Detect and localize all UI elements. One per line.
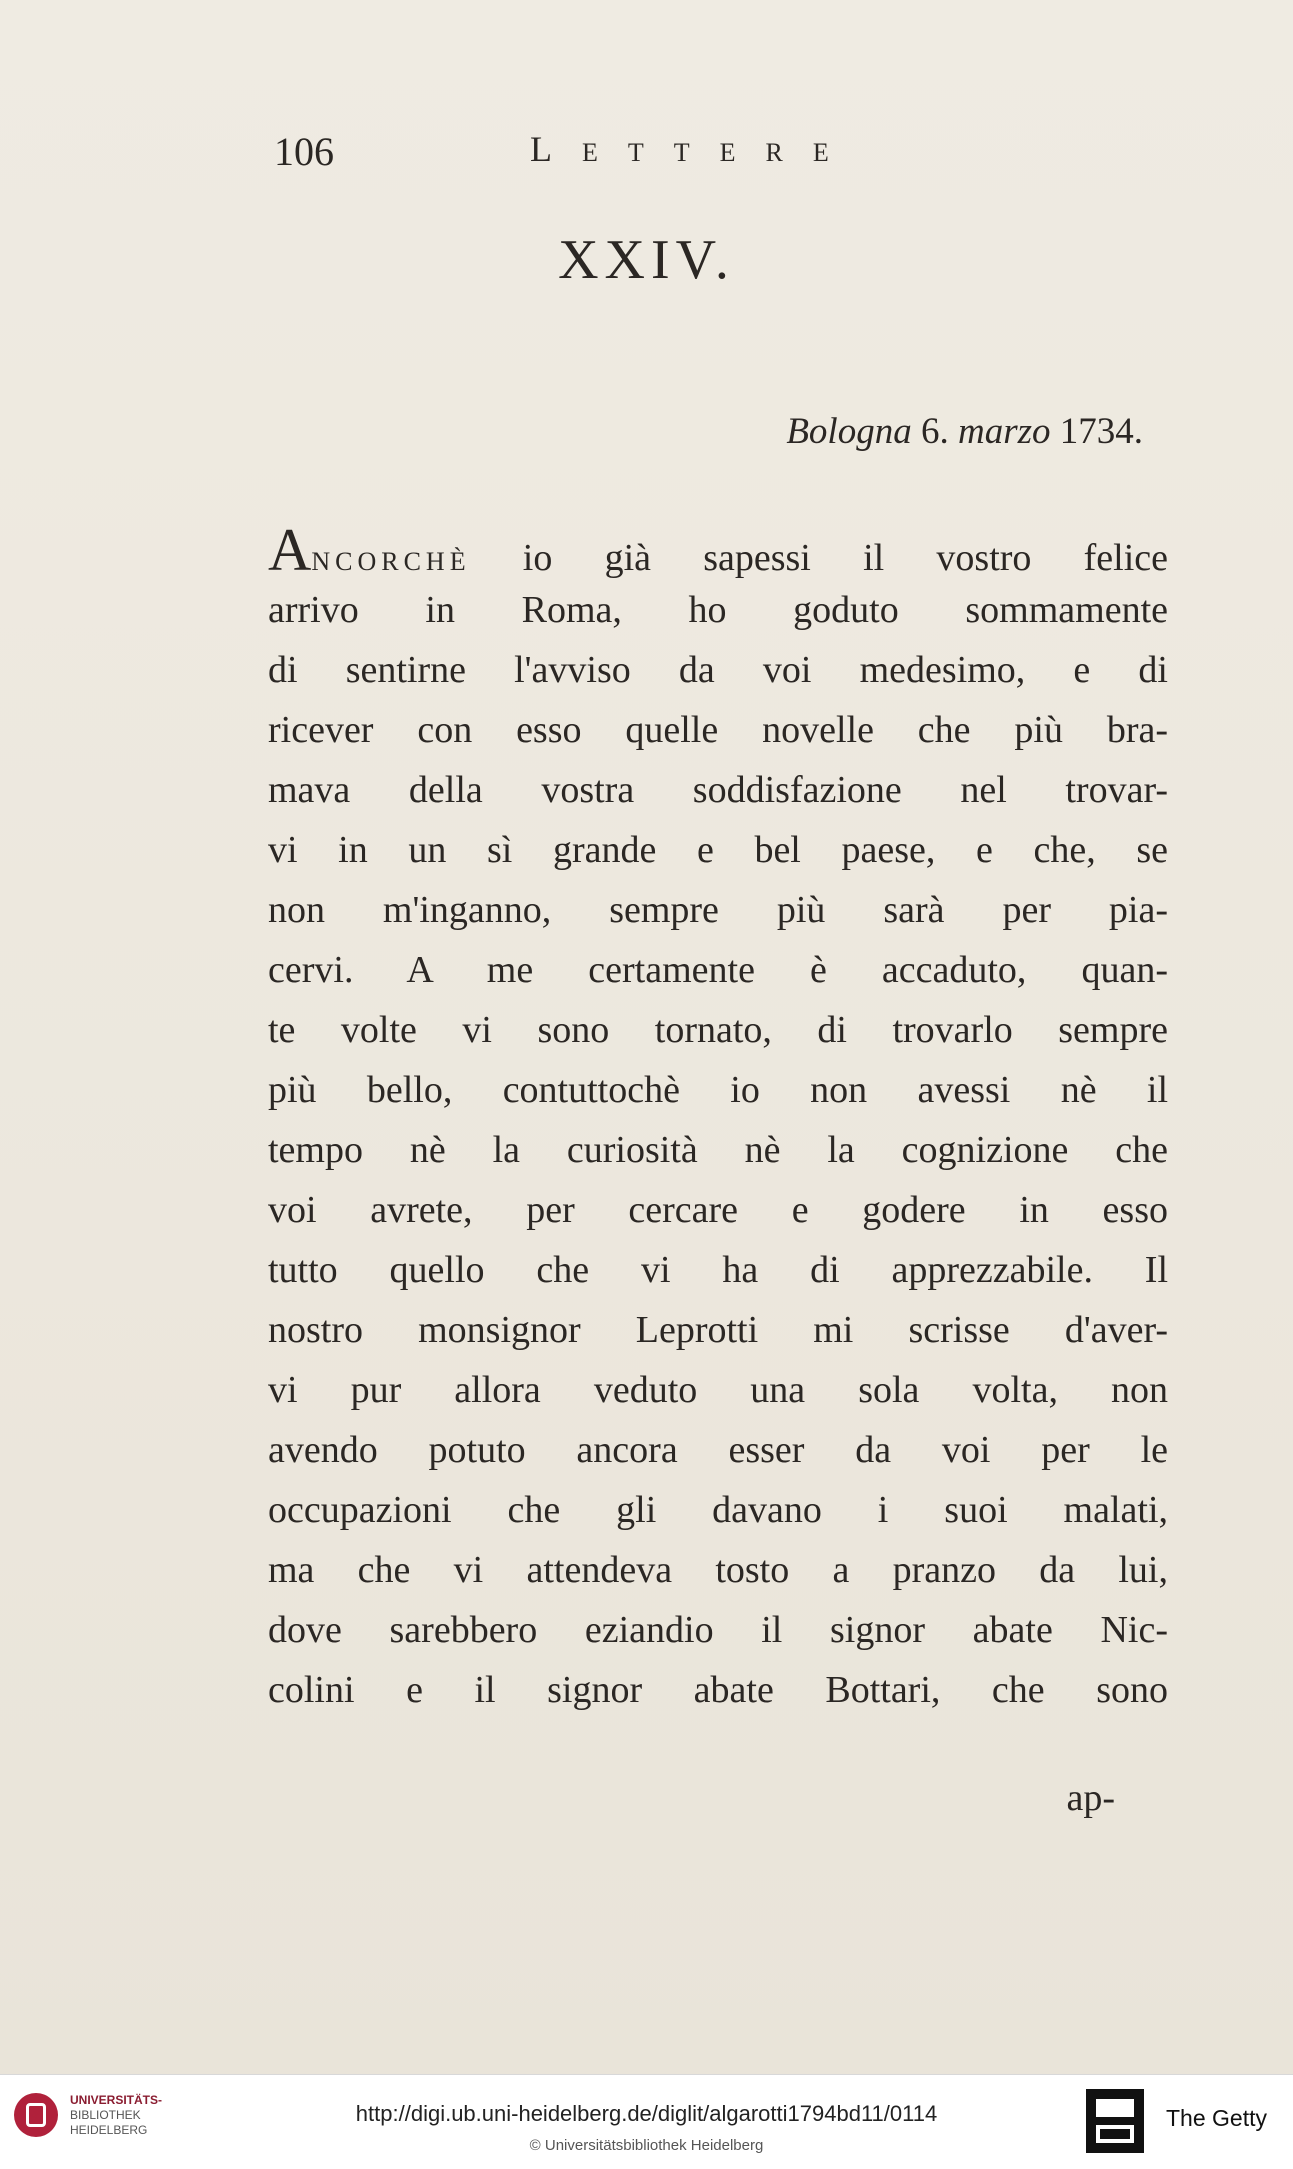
text-line: te volte vi sono tornato, di trovarlo sempre: [268, 1009, 1168, 1051]
text-line: tempo nè la curiosità nè la cognizione che: [268, 1129, 1168, 1171]
text-line: voi avrete, per cercare e godere in esso: [268, 1189, 1168, 1231]
copyright-notice: © Universitätsbibliothek Heidelberg: [529, 2137, 764, 2154]
dateline-place: Bologna: [786, 411, 912, 452]
catchword: ap-: [1066, 1777, 1115, 1819]
text-line: ricever con esso quelle novelle che più bra-: [268, 709, 1168, 751]
text-line: cervi. A me certamente è accaduto, quan-: [268, 949, 1168, 991]
dateline-day: 6.: [920, 411, 949, 452]
page-number: 106: [274, 129, 334, 174]
text-line: ma che vi attendeva tosto a pranzo da lui,: [268, 1549, 1168, 1591]
text-line: occupazioni che gli davano i suoi malati,: [268, 1489, 1168, 1531]
text-line: di sentirne l'avviso da voi medesimo, e di: [268, 649, 1168, 691]
getty-name[interactable]: The Getty: [1166, 2105, 1267, 2131]
running-title-rest: ETTERE: [582, 138, 859, 167]
library-name-line3: HEIDELBERG: [70, 2123, 148, 2137]
text-line: mava della vostra soddisfazione nel trovar-: [268, 769, 1168, 811]
text-line: dove sarebbero eziandio il signor abate Nic-: [268, 1609, 1168, 1651]
drop-cap: A: [268, 517, 312, 583]
text-line: colini e il signor abate Bottari, che sono: [268, 1669, 1168, 1711]
text-line: avendo potuto ancora esser da voi per le: [268, 1429, 1168, 1471]
viewer-footer: [0, 2074, 1293, 2169]
opening-word-smallcaps: NCORCHÈ: [311, 547, 471, 576]
text-line: vi pur allora veduto una sola volta, non: [268, 1369, 1168, 1411]
letter-body: [268, 517, 1168, 1720]
text-line: più bello, contuttochè io non avessi nè il: [268, 1069, 1168, 1111]
dateline-year: 1734.: [1059, 411, 1143, 452]
letter-number: XXIV.: [558, 229, 735, 291]
text-line: arrivo in Roma, ho goduto sommamente: [268, 589, 1168, 631]
running-title: [530, 128, 859, 170]
first-line-rest: io già sapessi il vostro felice: [470, 537, 1168, 579]
dateline: [786, 410, 1143, 453]
running-title-initial: L: [530, 129, 582, 169]
getty-logo-icon[interactable]: [1086, 2089, 1144, 2153]
dateline-month: marzo: [957, 411, 1051, 452]
text-line: non m'inganno, sempre più sarà per pia-: [268, 889, 1168, 931]
text-line-first: [268, 517, 1168, 583]
permalink-url[interactable]: http://digi.ub.uni-heidelberg.de/diglit/algarotti1794bd11/0114: [355, 2101, 938, 2126]
library-name-line1: UNIVERSITÄTS-: [70, 2093, 163, 2107]
running-head: [268, 128, 1168, 178]
text-line: nostro monsignor Leprotti mi scrisse d'aver-: [268, 1309, 1168, 1351]
text-line: tutto quello che vi ha di apprezzabile. Il: [268, 1249, 1168, 1291]
text-line: vi in un sì grande e bel paese, e che, se: [268, 829, 1168, 871]
library-name-line2: BIBLIOTHEK: [70, 2108, 141, 2122]
